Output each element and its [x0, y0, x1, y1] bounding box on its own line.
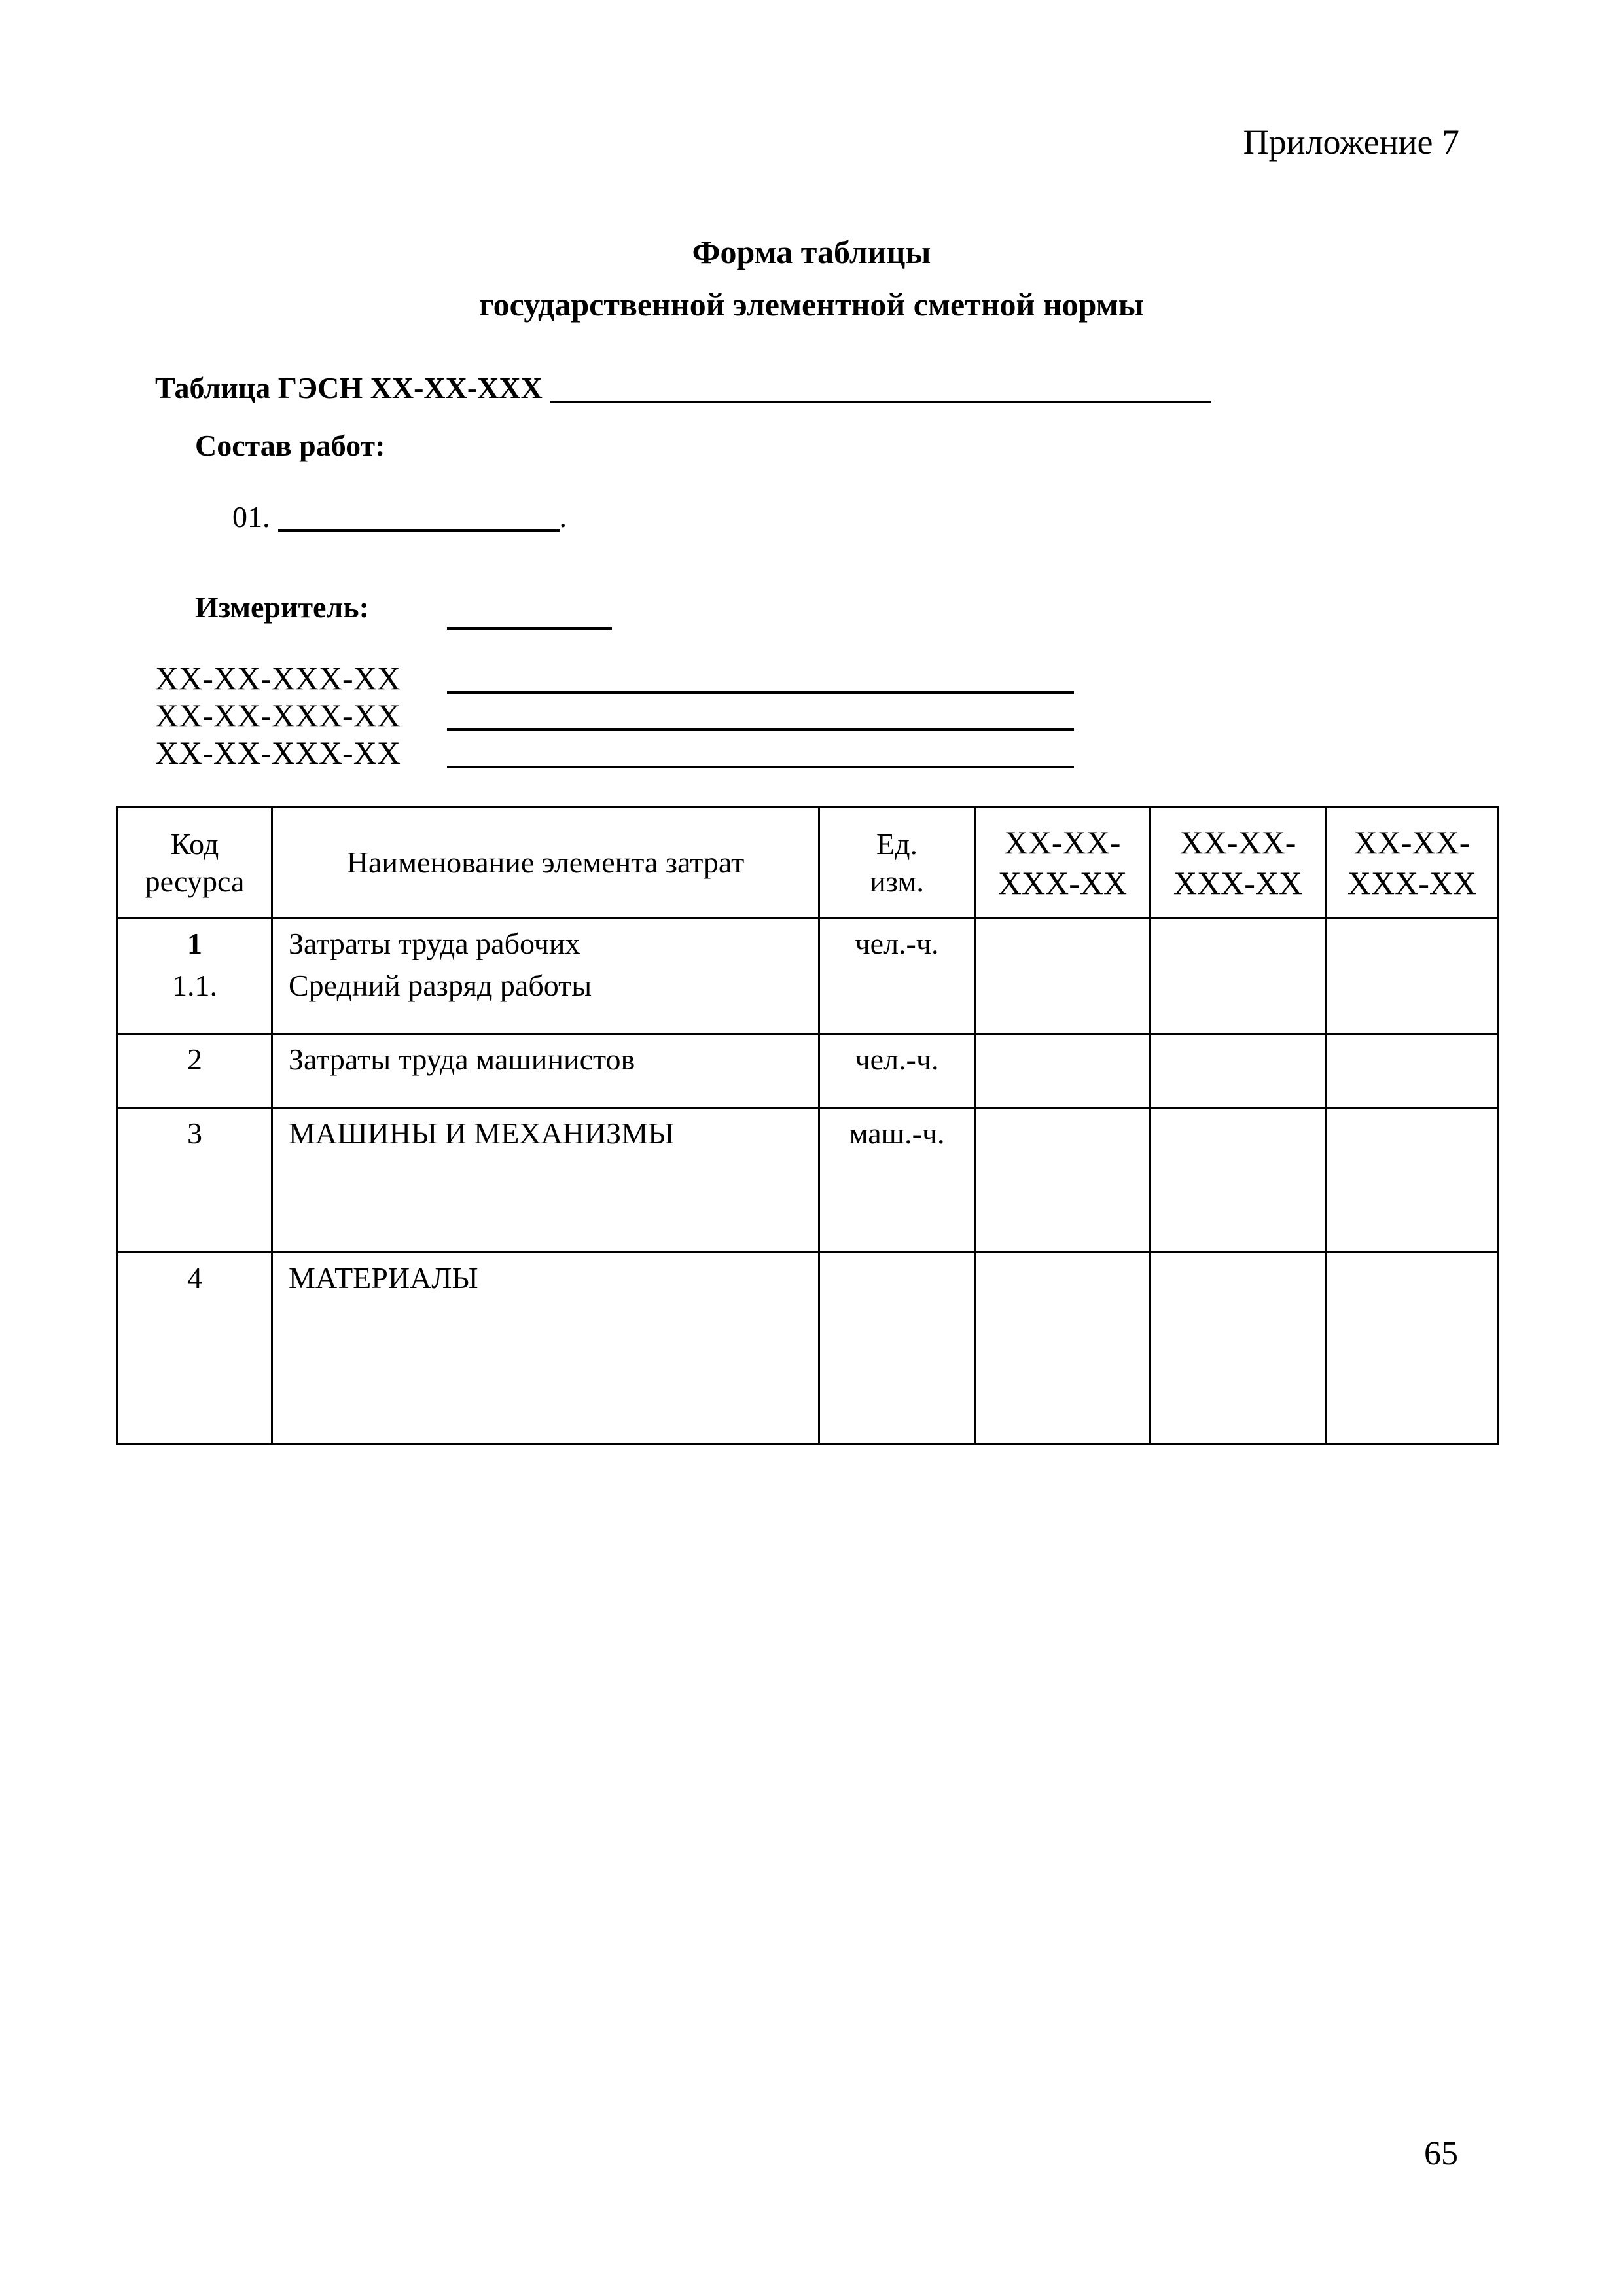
- row-unit: чел.-ч.: [819, 1034, 975, 1108]
- header-resource-code-line-2: ресурса: [145, 865, 245, 898]
- header-norm-c-line-1: ХХ-ХХ-: [1353, 823, 1471, 861]
- table-caption: [155, 373, 1211, 403]
- header-norm-b: [1150, 808, 1326, 918]
- table-header-row: [118, 808, 1499, 918]
- meter-label: Измеритель:: [195, 590, 369, 624]
- row-value-c: [1326, 1034, 1499, 1108]
- header-norm-b-line-1: ХХ-ХХ-: [1179, 823, 1296, 861]
- norm-code-3-blank-line: [447, 759, 1074, 768]
- header-resource-code-line-1: Код: [170, 827, 219, 861]
- table-row: [118, 918, 1499, 1034]
- header-norm-c-line-2: ХХХ-ХХ: [1347, 865, 1477, 901]
- row-value-a: [975, 918, 1150, 1034]
- header-unit-line-1: Ед.: [876, 827, 918, 861]
- row-name: МАТЕРИАЛЫ: [272, 1253, 819, 1444]
- row-value-c: [1326, 1253, 1499, 1444]
- row-unit: [819, 1253, 975, 1444]
- header-unit: [819, 808, 975, 918]
- header-norm-a: [975, 808, 1150, 918]
- row-value-a: [975, 1034, 1150, 1108]
- row-code: 2: [118, 1034, 272, 1108]
- norm-code-3: ХХ-ХХ-ХХХ-ХХ: [155, 734, 401, 771]
- row-name-cell: [272, 918, 819, 1034]
- row-unit: чел.-ч.: [819, 918, 975, 1034]
- header-resource-code: [118, 808, 272, 918]
- header-norm-b-line-2: ХХХ-ХХ: [1173, 865, 1303, 901]
- row-value-a: [975, 1253, 1150, 1444]
- row-value-a: [975, 1108, 1150, 1253]
- norm-code-2: ХХ-ХХ-ХХХ-ХХ: [155, 697, 401, 734]
- appendix-label: Приложение 7: [1243, 122, 1459, 162]
- page-number: 65: [1424, 2135, 1458, 2172]
- row-value-b: [1150, 1108, 1326, 1253]
- table-row: [118, 1034, 1499, 1108]
- meter-blank-line: [447, 601, 612, 630]
- row-value-c: [1326, 918, 1499, 1034]
- norm-code-2-blank-line: [447, 722, 1074, 731]
- composition-item-end: .: [559, 500, 567, 533]
- header-norm-a-line-1: ХХ-ХХ-: [1004, 823, 1121, 861]
- table-row: [118, 1253, 1499, 1444]
- form-subtitle: государственной элементной сметной нормы: [479, 286, 1144, 323]
- header-norm-a-line-2: ХХХ-ХХ: [997, 865, 1128, 901]
- norm-code-1-blank-line: [447, 685, 1074, 694]
- row-code: 1: [187, 927, 202, 960]
- table-caption-blank-line: [550, 374, 1211, 403]
- table-caption-text: Таблица ГЭСН ХХ-ХХ-ХХХ: [155, 371, 543, 404]
- table-row: [118, 1108, 1499, 1253]
- row-name: Затраты труда рабочих: [289, 927, 580, 960]
- row-unit: маш.-ч.: [819, 1108, 975, 1253]
- composition-item: [232, 502, 567, 532]
- row-value-b: [1150, 918, 1326, 1034]
- row-value-c: [1326, 1108, 1499, 1253]
- row-subname: Средний разряд работы: [289, 969, 592, 1002]
- form-title: Форма таблицы: [692, 234, 931, 270]
- norm-code-1: ХХ-ХХ-ХХХ-ХХ: [155, 660, 401, 696]
- row-subcode: 1.1.: [172, 969, 217, 1002]
- row-name: МАШИНЫ И МЕХАНИЗМЫ: [272, 1108, 819, 1253]
- row-code: 3: [118, 1108, 272, 1253]
- cost-elements-table: [116, 806, 1499, 1445]
- header-unit-line-2: изм.: [870, 865, 924, 898]
- row-value-b: [1150, 1034, 1326, 1108]
- row-value-b: [1150, 1253, 1326, 1444]
- header-element-name: Наименование элемента затрат: [272, 808, 819, 918]
- header-norm-c: [1326, 808, 1499, 918]
- row-code-cell: [118, 918, 272, 1034]
- row-code: 4: [118, 1253, 272, 1444]
- row-name: Затраты труда машинистов: [272, 1034, 819, 1108]
- composition-item-number: 01.: [232, 500, 270, 533]
- composition-label: Состав работ:: [195, 429, 385, 462]
- composition-item-blank-line: [278, 503, 560, 532]
